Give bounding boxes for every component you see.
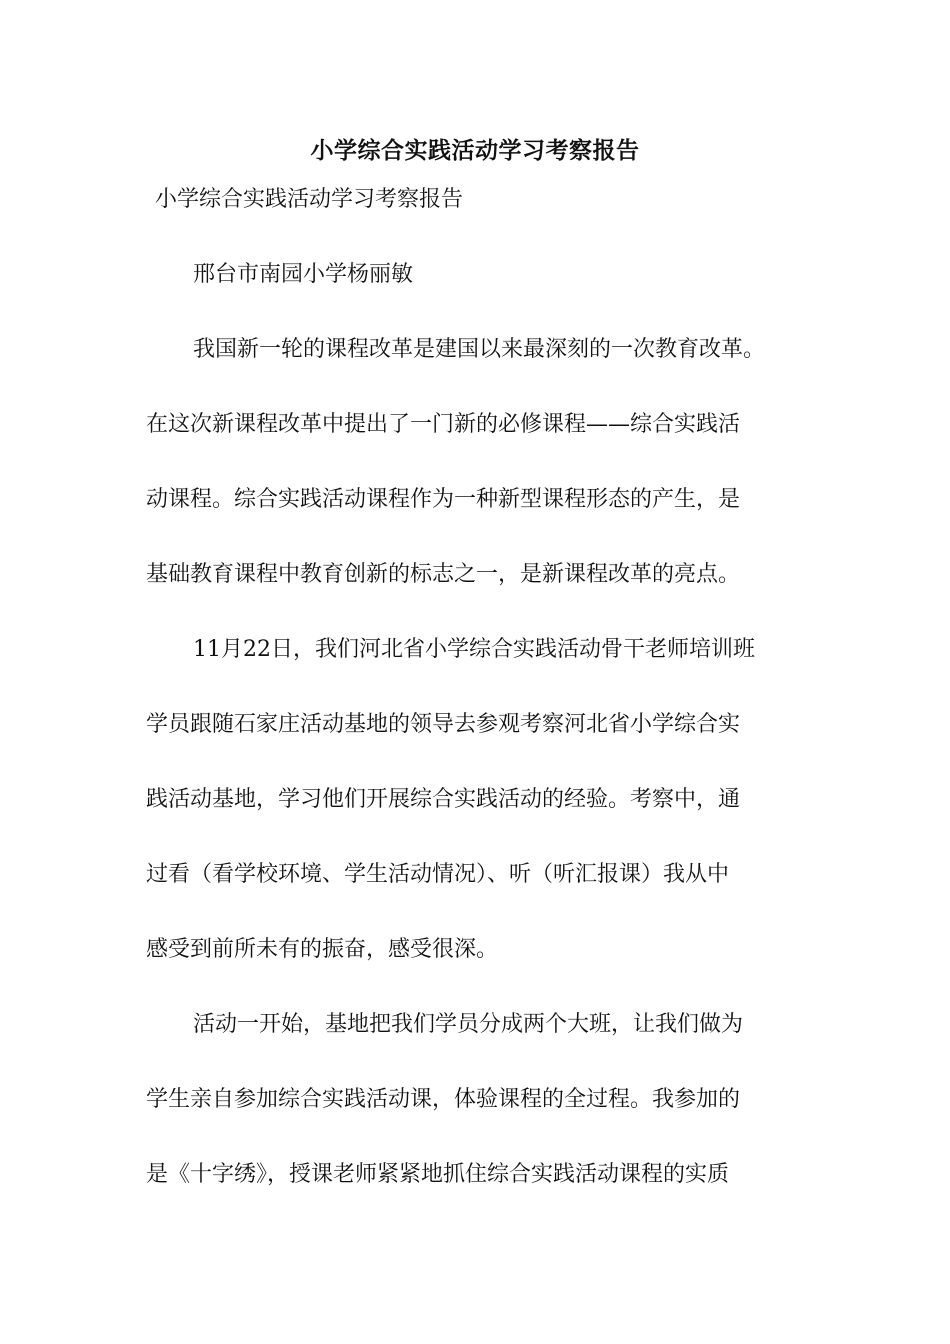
body-line: 我国新一轮的课程改革是建国以来最深刻的一次教育改革。: [193, 337, 766, 362]
body-line: 是《十字绣》，授课老师紧紧地抓住综合实践活动课程的实质: [146, 1162, 730, 1187]
document-body: [146, 333, 816, 1233]
body-line: 过看（看学校环境、学生活动情况）、听（听汇报课）我从中: [146, 862, 730, 887]
document-author: 邢台市南园小学杨丽敏: [193, 262, 414, 287]
body-line: 践活动基地，学习他们开展综合实践活动的经验。考察中，通: [146, 787, 741, 812]
document-title: 小学综合实践活动学习考察报告: [310, 137, 640, 164]
body-line: 动课程。综合实践活动课程作为一种新型课程形态的产生，是: [146, 487, 741, 512]
body-line: 基础教育课程中教育创新的标志之一，是新课程改革的亮点。: [146, 562, 741, 587]
body-line: 在这次新课程改革中提出了一门新的必修课程——综合实践活: [146, 412, 741, 437]
body-line: 学生亲自参加综合实践活动课，体验课程的全过程。我参加的: [146, 1087, 741, 1112]
body-line: 11月22日，我们河北省小学综合实践活动骨干老师培训班: [193, 637, 755, 662]
document-subtitle: 小学综合实践活动学习考察报告: [155, 187, 464, 212]
body-line: 学员跟随石家庄活动基地的领导去参观考察河北省小学综合实: [146, 712, 741, 737]
body-line: 感受到前所未有的振奋，感受很深。: [146, 937, 499, 962]
body-line: 活动一开始，基地把我们学员分成两个大班，让我们做为: [193, 1012, 744, 1037]
